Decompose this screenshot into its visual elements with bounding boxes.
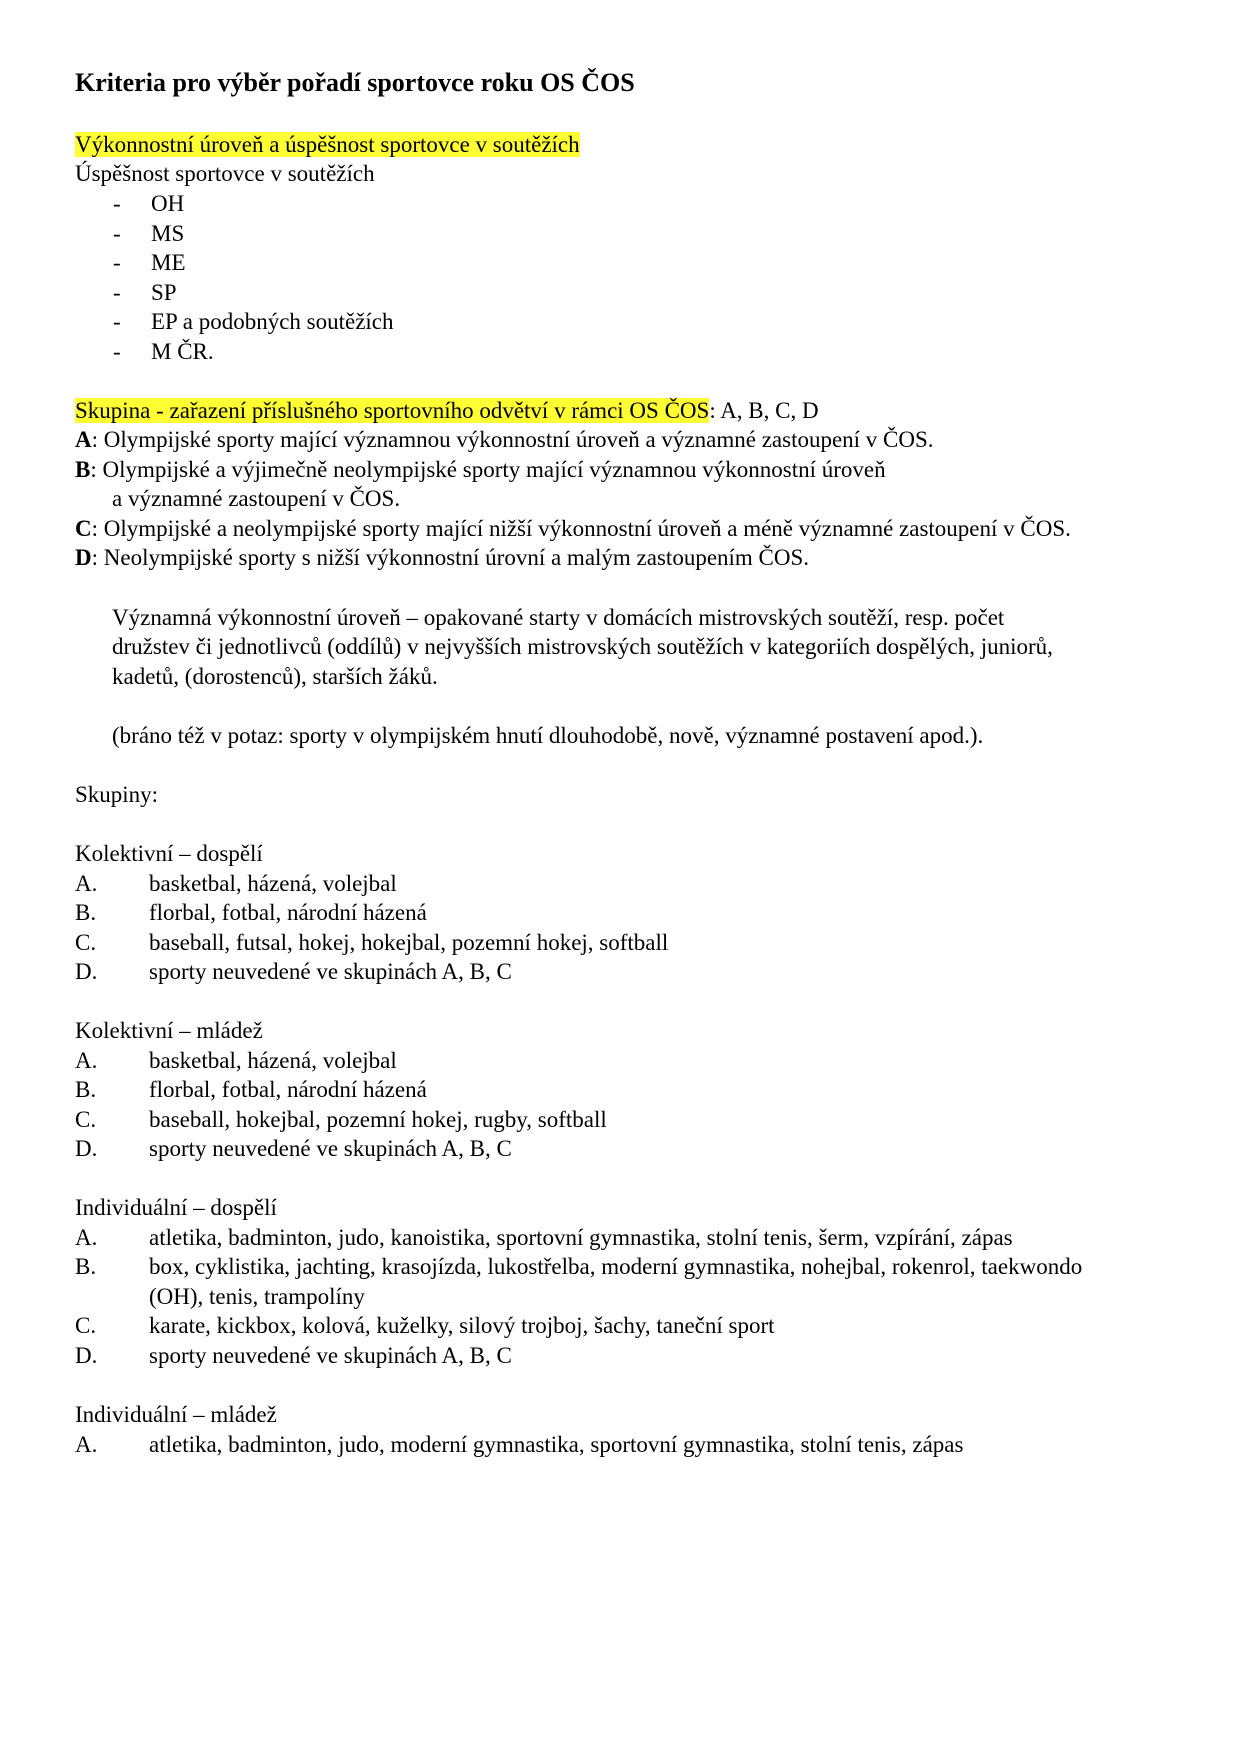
paragraph-line: Významná výkonnostní úroveň – opakované starty v domácích mistrovských soutěží, resp. počet — [112, 605, 1005, 630]
table-row: A. atletika, badminton, judo, kanoistika, sportovní gymnastika, stolní tenis, šerm, vzpírání, zápas — [75, 1225, 1013, 1250]
paragraph-line: družstev či jednotlivců (oddílů) v nejvyšších mistrovských soutěžích v kategoriích dospělých, juniorů, — [112, 634, 1053, 659]
section1-subheading: Úspěšnost sportovce v soutěžích — [75, 161, 375, 186]
table-row: C. baseball, hokejbal, pozemní hokej, rugby, softball — [75, 1107, 607, 1132]
table-row: A. basketbal, házená, volejbal — [75, 1048, 397, 1073]
page-title: Kriteria pro výběr pořadí sportovce roku OS ČOS — [75, 68, 635, 97]
category-heading: Kolektivní – dospělí — [75, 841, 263, 866]
highlighted-heading: Výkonnostní úroveň a úspěšnost sportovce v soutěžích — [75, 132, 580, 157]
table-row: C. karate, kickbox, kolová, kuželky, silový trojboj, šachy, taneční sport — [75, 1313, 775, 1338]
section2-heading: Skupina - zařazení příslušného sportovního odvětví v rámci OS ČOS: A, B, C, D — [75, 398, 819, 423]
table-row: A. basketbal, házená, volejbal — [75, 871, 397, 896]
list-item: - EP a podobných soutěžích — [113, 309, 394, 334]
list-item: - SP — [113, 280, 177, 305]
category-heading: Individuální – dospělí — [75, 1195, 277, 1220]
list-item: - M ČR. — [113, 339, 214, 364]
group-definition-b-cont: a významné zastoupení v ČOS. — [112, 486, 401, 511]
list-item: - ME — [113, 250, 186, 275]
highlighted-heading: Skupina - zařazení příslušného sportovního odvětví v rámci OS ČOS — [75, 398, 710, 423]
group-definition-a: A: Olympijské sporty mající významnou výkonnostní úroveň a významné zastoupení v ČOS. — [75, 427, 934, 452]
group-definition-d: D: Neolympijské sporty s nižší výkonnostní úrovní a malým zastoupením ČOS. — [75, 545, 810, 570]
table-row: D. sporty neuvedené ve skupinách A, B, C — [75, 1136, 512, 1161]
category-heading: Individuální – mládež — [75, 1402, 277, 1427]
group-definition-b: B: Olympijské a výjimečně neolympijské sporty mající významnou výkonnostní úroveň — [75, 457, 886, 482]
list-item: - MS — [113, 221, 185, 246]
table-row: A. atletika, badminton, judo, moderní gymnastika, sportovní gymnastika, stolní tenis, zápas — [75, 1432, 964, 1457]
table-row: B. box, cyklistika, jachting, krasojízda, lukostřelba, moderní gymnastika, nohejbal, rokenrol, taekwondo — [75, 1254, 1083, 1279]
table-row: C. baseball, futsal, hokej, hokejbal, pozemní hokej, softball — [75, 930, 669, 955]
table-row: D. sporty neuvedené ve skupinách A, B, C — [75, 959, 512, 984]
group-definition-c: C: Olympijské a neolympijské sporty mající nižší výkonnostní úroveň a méně významné zastoupení v ČOS. — [75, 516, 1071, 541]
paragraph-note: (bráno též v potaz: sporty v olympijském hnutí dlouhodobě, nově, významné postavení apod.). — [112, 723, 984, 748]
category-heading: Kolektivní – mládež — [75, 1018, 263, 1043]
table-row: D. sporty neuvedené ve skupinách A, B, C — [75, 1343, 512, 1368]
paragraph-line: kadetů, (dorostenců), starších žáků. — [112, 664, 438, 689]
section1-heading — [75, 130, 580, 160]
list-item: - OH — [113, 191, 185, 216]
skupiny-label: Skupiny: — [75, 782, 159, 807]
table-row: B. florbal, fotbal, národní házená — [75, 1077, 427, 1102]
table-row-cont: (OH), tenis, trampolíny — [149, 1284, 365, 1309]
table-row: B. florbal, fotbal, národní házená — [75, 900, 427, 925]
